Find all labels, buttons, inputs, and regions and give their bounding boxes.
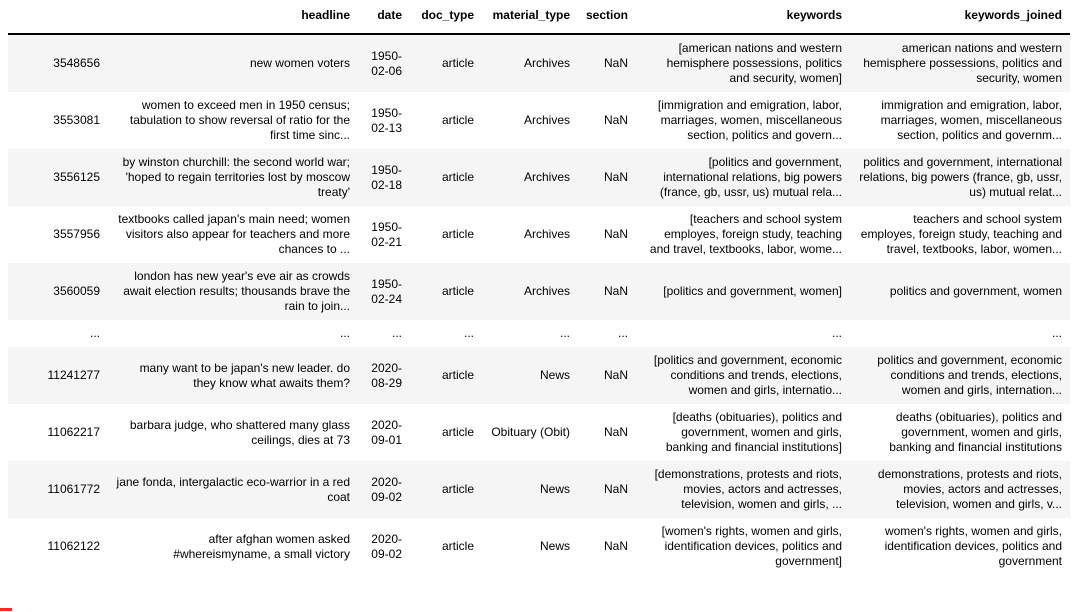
cell-material-type: Archives [523,113,570,127]
cell-keywords: [politics and government, international relations, big powers (france, gb, ussr, us) mutual rela... [659,155,842,199]
cell-keywords-joined: ... [1051,326,1062,340]
table-row [8,518,1070,575]
dataframe-table [8,0,1070,575]
cell-doc-type: article [441,56,474,70]
cell-section: NaN [603,113,628,127]
cell-keywords: [demonstrations, protests and riots, movies, actors and actresses, television, women and girls, ... [654,467,842,511]
table-row [8,347,1070,404]
table-row [8,149,1070,206]
cell-date: 2020-09-01 [371,417,402,447]
cell-date: 2020-08-29 [371,360,402,390]
cell-row-index: 11062122 [47,539,100,553]
cell-row-index: 11061772 [47,482,100,496]
cell-headline: jane fonda, intergalactic eco-warrior in a red coat [116,474,350,504]
cell-row-index: 11241277 [47,368,100,382]
cell-headline: textbooks called japan's main need; women visitors also appear for teachers and more chances to ... [118,212,350,256]
cell-doc-type: article [441,170,474,184]
cell-material-type: Archives [523,56,570,70]
cell-headline: ... [339,326,350,340]
cell-headline: after afghan women asked #whereismyname, a small victory [173,531,350,561]
cell-keywords: [american nations and western hemisphere possessions, politics and security, women] [666,41,842,85]
screen-artifact-red [0,608,12,611]
column-header-headline: headline [108,0,358,34]
cell-material-type: Obituary (Obit) [491,425,570,439]
cell-headline: barbara judge, who shattered many glass ceilings, dies at 73 [129,417,350,447]
cell-section: NaN [603,227,628,241]
cell-keywords: [teachers and school system employes, foreign study, teaching and travel, textbooks, labor, wome... [649,212,842,256]
cell-section: NaN [603,482,628,496]
table-row [8,263,1070,320]
cell-material-type: News [539,368,570,382]
cell-date: 1950-02-13 [371,105,402,135]
cell-keywords: [immigration and emigration, labor, marriages, women, miscellaneous section, politics and govern... [657,98,842,142]
cell-keywords: [women's rights, women and girls, identification devices, politics and government] [661,524,842,568]
cell-headline: london has new year's eve air as crowds await election results; thousands brave the rain to join... [123,269,350,313]
cell-date: 1950-02-18 [371,162,402,192]
cell-doc-type: article [441,539,474,553]
cell-keywords-joined: teachers and school system employes, foreign study, teaching and travel, textbooks, labor, women... [860,212,1062,256]
cell-keywords-joined: american nations and western hemisphere possessions, politics and security, women [863,41,1062,85]
cell-keywords-joined: women's rights, women and girls, identification devices, politics and government [884,524,1062,568]
cell-material-type: Archives [523,170,570,184]
cell-material-type: Archives [523,284,570,298]
cell-material-type: News [539,482,570,496]
table-row [8,206,1070,263]
cell-row-index: 11062217 [47,425,100,439]
cell-date: 1950-02-21 [371,219,402,249]
cell-date: 1950-02-06 [371,48,402,78]
cell-doc-type: ... [463,326,474,340]
column-header-material-type: material_type [482,0,578,34]
table-row [8,92,1070,149]
cell-row-index: ... [89,326,100,340]
table-header-row [8,0,1070,34]
cell-doc-type: article [441,227,474,241]
cell-row-index: 3548656 [53,56,100,70]
cell-section: NaN [603,56,628,70]
column-header-doc-type: doc_type [410,0,482,34]
column-header-keywords: keywords [636,0,850,34]
cell-keywords: [politics and government, economic conditions and trends, elections, women and girls, internatio... [653,353,842,397]
table-row [8,404,1070,461]
column-header-date: date [358,0,410,34]
cell-material-type: Archives [523,227,570,241]
cell-headline: by winston churchill: the second world war; 'hoped to regain territories lost by moscow treaty' [122,155,350,199]
column-header-section: section [578,0,636,34]
cell-row-index: 3560059 [53,284,100,298]
table-row [8,461,1070,518]
cell-section: ... [617,326,628,340]
cell-keywords: [deaths (obituaries), politics and government, women and girls, banking and financial institutions] [665,410,842,454]
column-header-index [8,0,108,34]
cell-keywords-joined: deaths (obituaries), politics and government, women and girls, banking and financial institutions [889,410,1062,454]
cell-doc-type: article [441,113,474,127]
cell-section: NaN [603,284,628,298]
cell-date: ... [391,326,402,340]
cell-row-index: 3557956 [53,227,100,241]
cell-doc-type: article [441,368,474,382]
cell-section: NaN [603,425,628,439]
cell-keywords-joined: immigration and emigration, labor, marriages, women, miscellaneous section, politics and governm... [880,98,1062,142]
cell-keywords-joined: politics and government, international relations, big powers (france, gb, ussr, us) mutual relat... [859,155,1062,199]
table-row-ellipsis [8,320,1070,347]
cell-doc-type: article [441,284,474,298]
cell-date: 1950-02-24 [371,276,402,306]
cell-material-type: News [539,539,570,553]
cell-keywords: ... [831,326,842,340]
cell-keywords-joined: demonstrations, protests and riots, movies, actors and actresses, television, women and girls, v... [877,467,1062,511]
cell-material-type: ... [559,326,570,340]
column-header-keywords-joined: keywords_joined [850,0,1070,34]
cell-date: 2020-09-02 [371,474,402,504]
cell-section: NaN [603,368,628,382]
cell-keywords-joined: politics and government, economic conditions and trends, elections, women and girls, internation... [877,353,1062,397]
cell-headline: many want to be japan's new leader. do they know what awaits them? [139,360,350,390]
cell-keywords-joined: politics and government, women [889,284,1062,298]
cell-keywords: [politics and government, women] [663,284,842,298]
cell-doc-type: article [441,425,474,439]
cell-row-index: 3553081 [53,113,100,127]
cell-headline: women to exceed men in 1950 census; tabulation to show reversal of ratio for the first time sinc... [129,98,350,142]
cell-row-index: 3556125 [53,170,100,184]
cell-date: 2020-09-02 [371,531,402,561]
cell-section: NaN [603,170,628,184]
table-row [8,34,1070,92]
cell-doc-type: article [441,482,474,496]
cell-headline: new women voters [249,56,350,70]
cell-section: NaN [603,539,628,553]
